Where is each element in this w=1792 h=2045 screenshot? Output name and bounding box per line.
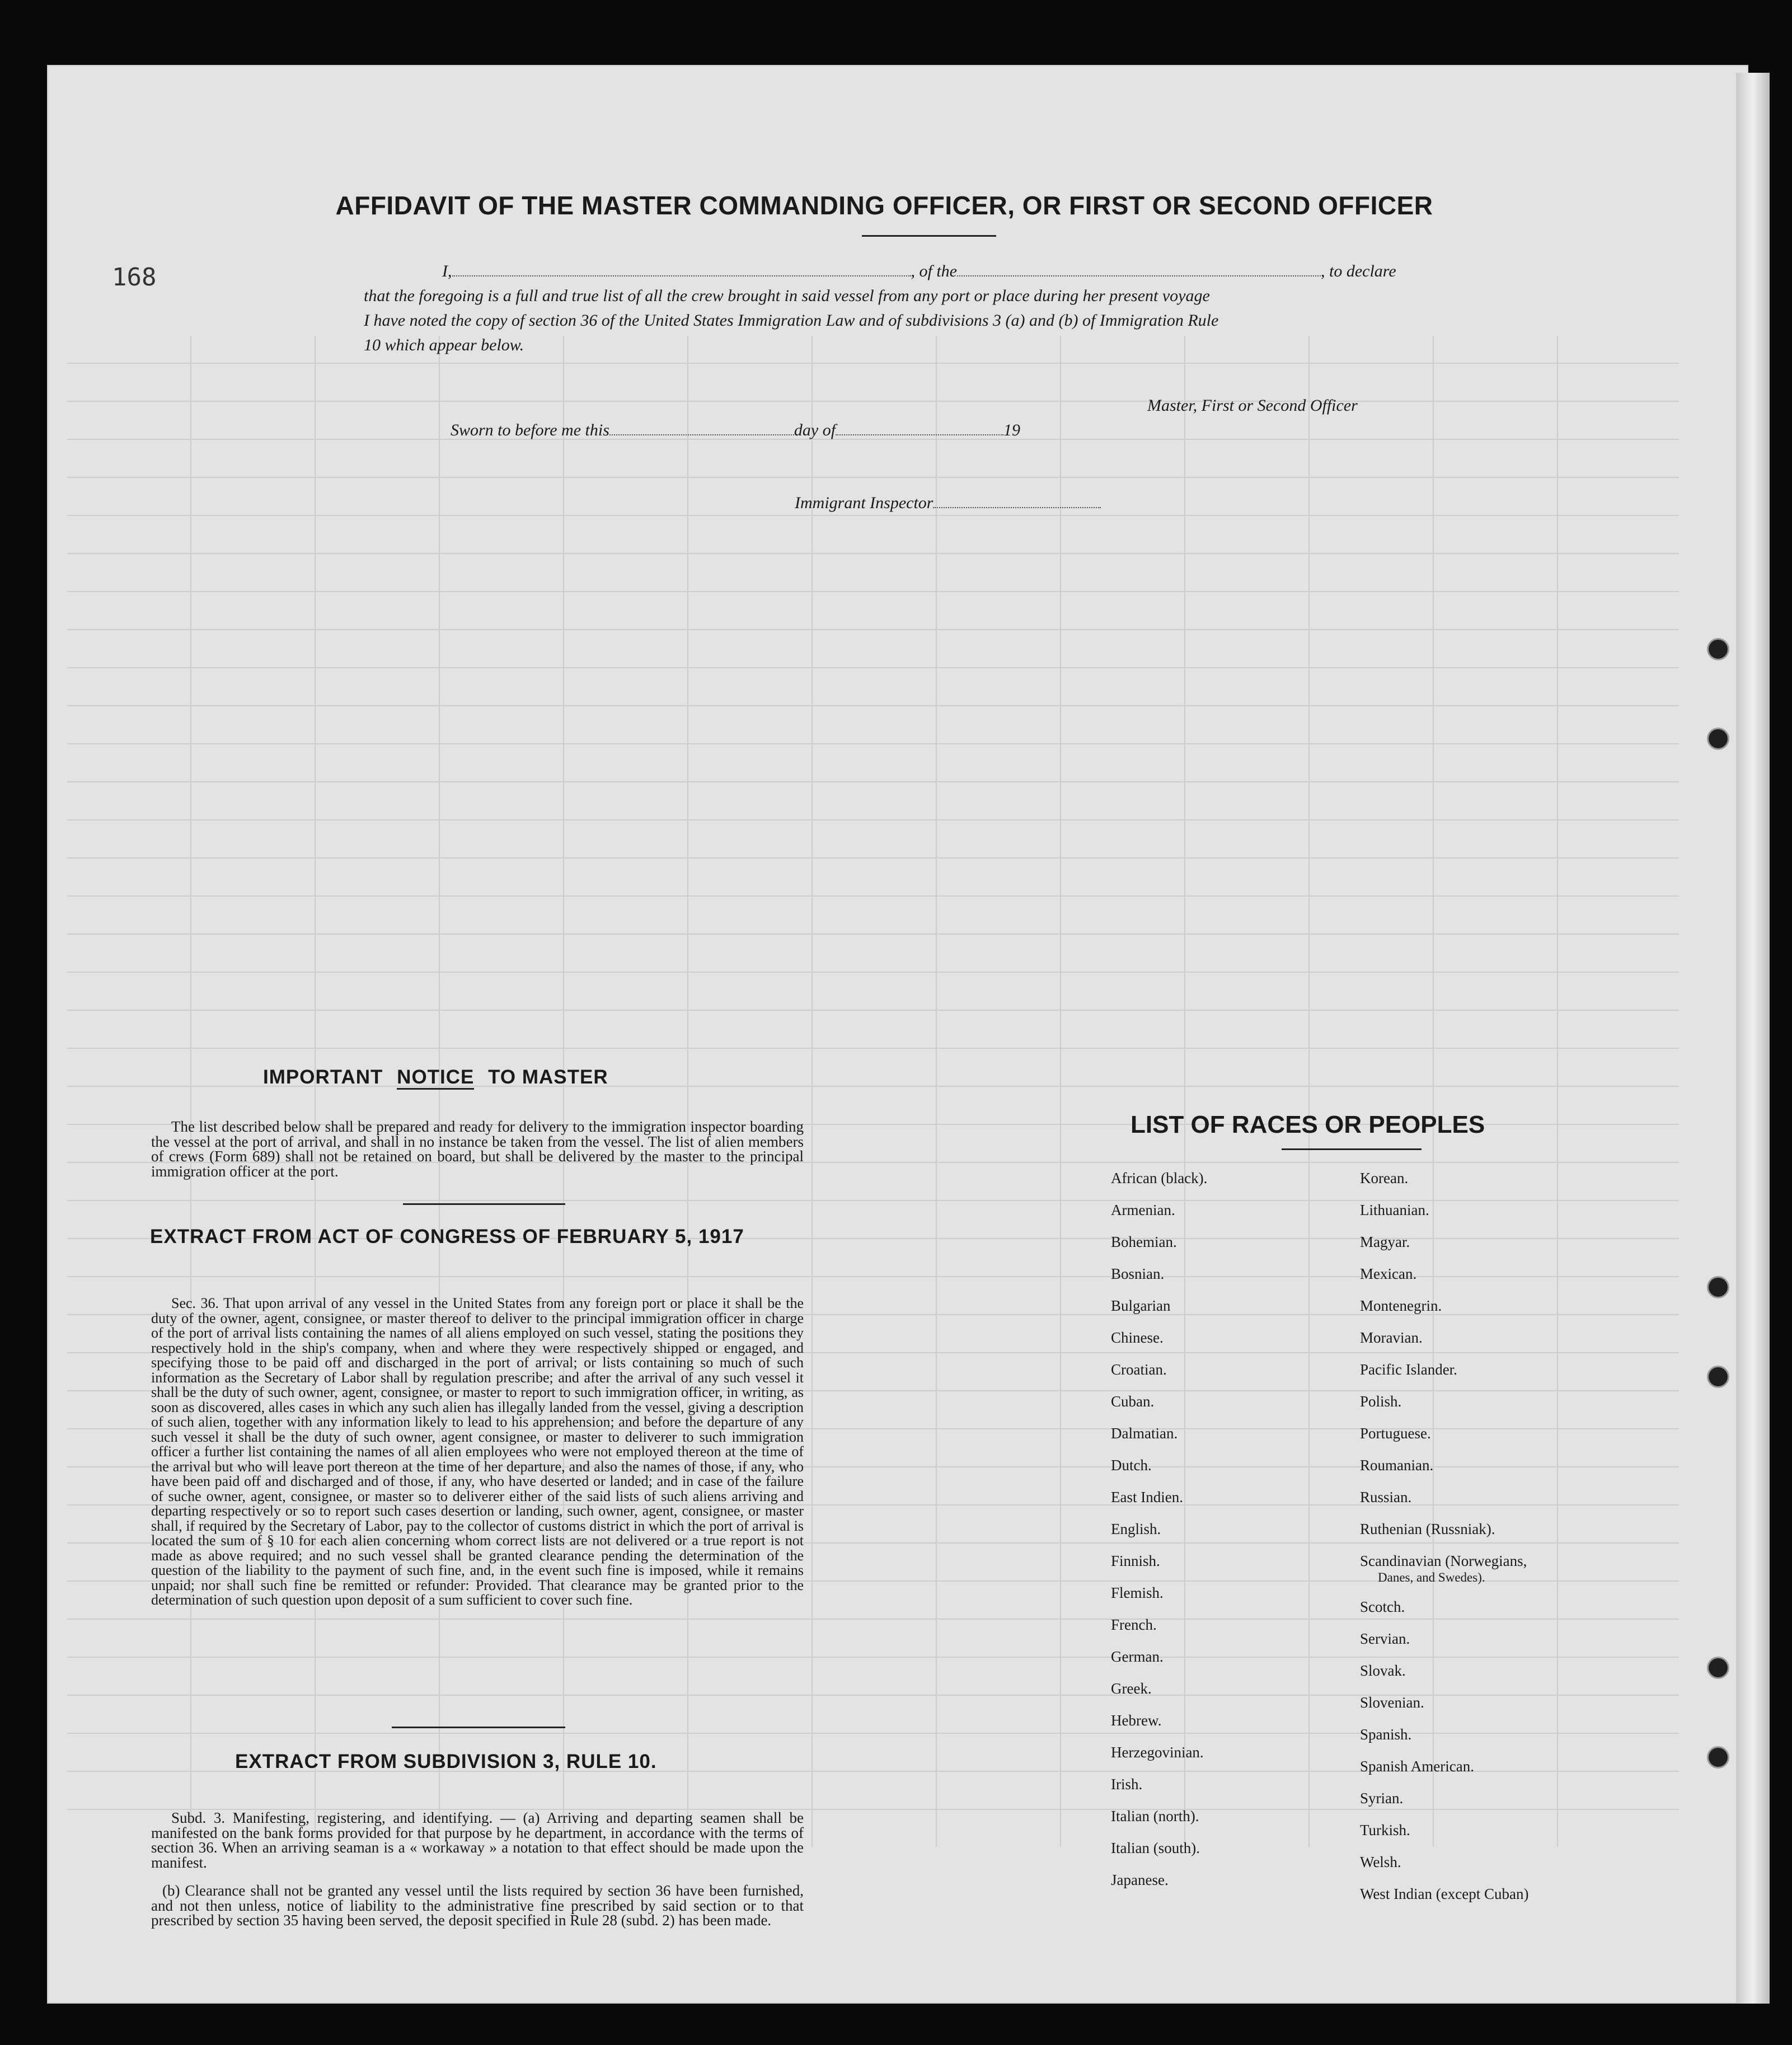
stamp-number: 168 bbox=[112, 263, 157, 292]
race-right-item: Spanish American. bbox=[1360, 1758, 1474, 1775]
races-title: LIST OF RACES OR PEOPLES bbox=[1130, 1111, 1485, 1138]
name-blank[interactable] bbox=[452, 275, 911, 276]
race-right-item: Montenegrin. bbox=[1360, 1297, 1442, 1314]
notice-title: IMPORTANT NOTICE TO MASTER bbox=[263, 1066, 608, 1089]
race-left-item: Bosnian. bbox=[1111, 1265, 1165, 1282]
race-right-item: Scotch. bbox=[1360, 1598, 1405, 1615]
race-left-item: Italian (north). bbox=[1111, 1808, 1199, 1824]
punch-hole bbox=[1707, 1657, 1729, 1679]
race-left-item: French. bbox=[1111, 1616, 1157, 1633]
race-left-item: Dalmatian. bbox=[1111, 1425, 1178, 1442]
race-right-item: Spanish. bbox=[1360, 1726, 1412, 1743]
race-left-item: Armenian. bbox=[1111, 1202, 1175, 1218]
affidavit-line-4: 10 which appear below. bbox=[364, 336, 524, 354]
race-right-item: Welsh. bbox=[1360, 1854, 1401, 1870]
inspector-line: Immigrant Inspector bbox=[795, 494, 1101, 513]
punch-hole bbox=[1707, 1276, 1729, 1298]
race-left-item: Greek. bbox=[1111, 1680, 1152, 1697]
race-left-item: Japanese. bbox=[1111, 1872, 1169, 1888]
race-right-item: West Indian (except Cuban) bbox=[1360, 1885, 1529, 1902]
divider bbox=[1282, 1148, 1422, 1150]
race-left-item: East Indien. bbox=[1111, 1489, 1183, 1505]
race-right-item: Scandinavian (Norwegians, bbox=[1360, 1552, 1527, 1569]
race-left-item: Italian (south). bbox=[1111, 1840, 1200, 1856]
race-right-item: Slovak. bbox=[1360, 1662, 1406, 1679]
rule-extract-text-b: (b) Clearance shall not be granted any vessel until the lists required by section 36 have been furnished, and not then unless, notice of liability to the administrative fine prescribed by said section or to that prescribed by section 35 having been served, the deposit specified in Rule 28 (subd. 2) has been made. bbox=[151, 1882, 804, 1929]
affidavit-line-2: that the foregoing is a full and true list of all the crew brought in said vessel from any port or place during her present voyage bbox=[364, 287, 1210, 305]
race-left-item: Herzegovinian. bbox=[1111, 1744, 1204, 1761]
act-extract-text: Sec. 36. That upon arrival of any vessel in the United States from any foreign port or place it shall be the duty of the owner, agent, consignee, or master thereof to deliver to the principal immigration officer in charge of the port of arrival lists containing the names of all aliens employed on such vessel, stating the positions they respectively hold in the ship's company, when and where they were respectively shipped or engaged, and specifying those to be paid off and discharged in the port of arrival; or lists containing so much of such information as the Secretary of Labor shall by regulation prescribe; and after the arrival of any such vessel it shall be the duty of such owner, agent, consignee, or master to report to such immigration officer, in writing, as soon as discovered, alles cases in which any such alien has illegally landed from the vessel, giving a description of such alien, together with any information likely to lead to his apprehension; and before the departure of any such vessel it shall be the duty of such owner, agent consignee, or master to deliverer to such immigration officer a further list containing the names of all alien employees who were not employed thereon at the time of the arrival but who will leave port thereon at the time of her departure, and also the names of those, if any, who have been paid off and discharged and of those, if any, who have deserted or landed; and in case of the failure of suche owner, agent, consignee, or master so to deliverer either of the said lists of such aliens arriving and departing respectively or so to report such cases desertion or landing, such owner, agent, consignee, or master shall, if required by the Secretary of Labor, pay to the collector of customs district in which the port of arrival is located the sum of § 10 for each alien concerning whom correct lists are not delivered or a true report is not made as above required; and no such vessel shall be granted clearance pending the determination of the question of the liability to the payment of such fine, and, in the event such fine is imposed, while it remains unpaid; nor shall such fine be remitted or refunder: Provided. That clearance may be granted prior to the determination of such question upon deposit of a sum sufficient to cover such fine. bbox=[151, 1295, 804, 1608]
affidavit-line-3: I have noted the copy of section 36 of the United States Immigration Law and of subdivisions 3 (a) and (b) of Immigration Rule bbox=[364, 311, 1219, 330]
race-right-item: Polish. bbox=[1360, 1393, 1402, 1410]
punch-hole bbox=[1707, 1366, 1729, 1388]
race-right-item-cont: Danes, and Swedes). bbox=[1378, 1570, 1485, 1584]
race-left-item: Irish. bbox=[1111, 1776, 1143, 1793]
race-right-item: Lithuanian. bbox=[1360, 1202, 1429, 1218]
month-blank[interactable] bbox=[836, 434, 1003, 435]
race-right-item: Ruthenian (Russniak). bbox=[1360, 1521, 1495, 1537]
divider bbox=[862, 235, 996, 237]
punch-hole bbox=[1707, 638, 1729, 660]
race-left-item: Cuban. bbox=[1111, 1393, 1155, 1410]
race-right-item: Servian. bbox=[1360, 1630, 1410, 1647]
sworn-line: Sworn to before me this day of 19 bbox=[451, 421, 1021, 439]
race-left-item: Hebrew. bbox=[1111, 1712, 1162, 1729]
race-right-item: Slovenian. bbox=[1360, 1694, 1424, 1711]
race-right-item: Magyar. bbox=[1360, 1233, 1410, 1250]
race-right-item: Russian. bbox=[1360, 1489, 1412, 1505]
race-left-item: Dutch. bbox=[1111, 1457, 1152, 1474]
race-right-item: Pacific Islander. bbox=[1360, 1361, 1457, 1378]
punch-hole bbox=[1707, 1746, 1729, 1769]
rule-extract-title: EXTRACT FROM SUBDIVISION 3, RULE 10. bbox=[235, 1751, 657, 1772]
race-left-item: German. bbox=[1111, 1648, 1164, 1665]
rule-extract-text-a: Subd. 3. Manifesting, registering, and identifying. — (a) Arriving and departing seamen shall be manifested on the bank forms provided for that purpose by he department, in accordance with the terms of section 36. When an arriving seaman is a « workaway » a notation to that effect should be made upon the manifest. bbox=[151, 1809, 804, 1871]
race-right-item: Syrian. bbox=[1360, 1790, 1404, 1807]
race-left-item: Flemish. bbox=[1111, 1584, 1164, 1601]
race-right-item: Korean. bbox=[1360, 1170, 1409, 1186]
notice-text: The list described below shall be prepared and ready for delivery to the immigration inspector boarding the vessel at the port of arrival, and shall in no instance be taken from the vessel. The list of alien members of crews (Form 689) shall not be retained on board, but shall be delivered by the master to the principal immigration officer at the port. bbox=[151, 1118, 804, 1180]
race-right-item: Turkish. bbox=[1360, 1822, 1410, 1838]
signature-label: Master, First or Second Officer bbox=[1147, 396, 1358, 415]
race-right-item: Roumanian. bbox=[1360, 1457, 1434, 1474]
race-left-item: Croatian. bbox=[1111, 1361, 1167, 1378]
race-right-item: Portuguese. bbox=[1360, 1425, 1431, 1442]
race-left-item: English. bbox=[1111, 1521, 1161, 1537]
race-left-item: Bohemian. bbox=[1111, 1233, 1177, 1250]
affidavit-line-1: I, , of the , to declare bbox=[442, 262, 1396, 280]
punch-hole bbox=[1707, 728, 1729, 750]
race-right-item: Moravian. bbox=[1360, 1329, 1423, 1346]
race-left-item: African (black). bbox=[1111, 1170, 1208, 1186]
race-left-item: Bulgarian bbox=[1111, 1297, 1171, 1314]
inspector-blank[interactable] bbox=[933, 507, 1101, 508]
race-left-item: Finnish. bbox=[1111, 1552, 1160, 1569]
page-edge-stack bbox=[1736, 73, 1770, 2004]
day-blank[interactable] bbox=[609, 434, 794, 435]
vessel-blank[interactable] bbox=[957, 275, 1321, 276]
race-left-item: Chinese. bbox=[1111, 1329, 1164, 1346]
bleed-through-manifest-grid bbox=[67, 336, 1679, 1847]
affidavit-title: AFFIDAVIT OF THE MASTER COMMANDING OFFICER, OR FIRST OR SECOND OFFICER bbox=[335, 191, 1433, 220]
race-right-item: Mexican. bbox=[1360, 1265, 1417, 1282]
divider bbox=[392, 1727, 565, 1728]
divider bbox=[403, 1203, 565, 1205]
act-extract-title: EXTRACT FROM ACT OF CONGRESS OF FEBRUARY 5, 1917 bbox=[150, 1226, 744, 1247]
